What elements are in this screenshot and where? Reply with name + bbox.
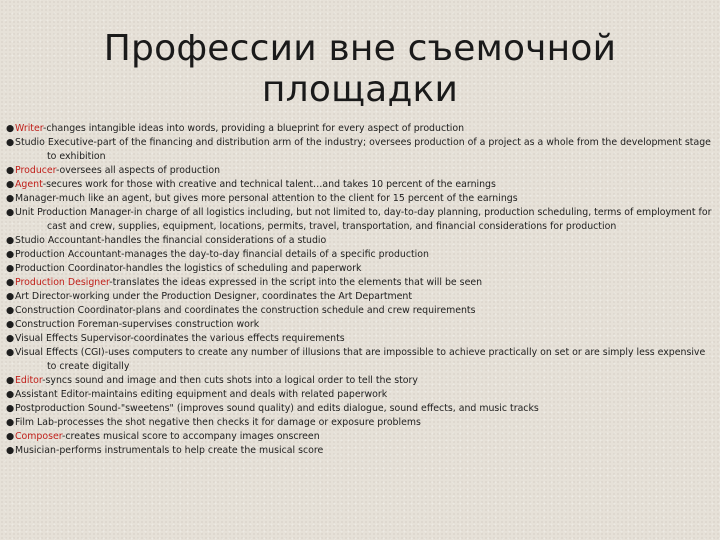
- bullet-icon: ●: [6, 319, 15, 330]
- term-separator: -: [42, 179, 47, 190]
- slide-title: Профессии вне съемочной площадки: [103, 28, 617, 110]
- term-separator: -: [109, 277, 113, 288]
- term-separator: -: [130, 207, 134, 218]
- profession-description: maintains editing equipment and deals with related paperwork: [91, 389, 388, 400]
- profession-description: uses computers to create any number of illusions that are impossible to achieve practically on set or are simply less expensive to create digitally: [47, 347, 706, 372]
- term-separator: -: [55, 165, 60, 176]
- profession-term: Production Designer: [15, 277, 110, 288]
- profession-term: Musician: [15, 445, 56, 456]
- profession-term: Unit Production Manager: [15, 207, 131, 218]
- profession-term: Art Director: [15, 291, 69, 302]
- list-item: [6, 164, 712, 178]
- list-item: [6, 430, 712, 444]
- bullet-icon: ●: [6, 291, 15, 302]
- term-separator: -: [62, 431, 66, 442]
- list-item: [6, 388, 712, 402]
- bullet-icon: ●: [6, 305, 15, 316]
- list-item: [6, 290, 712, 304]
- term-separator: -: [55, 193, 59, 204]
- bullet-icon: ●: [6, 277, 15, 288]
- profession-description: oversees all aspects of production: [59, 165, 221, 176]
- term-separator: -: [53, 417, 58, 428]
- term-separator: -: [130, 333, 134, 344]
- list-item: [6, 346, 712, 374]
- profession-term: Construction Foreman: [15, 319, 119, 330]
- list-item: [6, 234, 712, 248]
- list-item: [6, 262, 712, 276]
- bullet-icon: ●: [6, 165, 15, 176]
- list-item: [6, 178, 712, 192]
- profession-term: Production Accountant: [15, 249, 122, 260]
- list-item: [6, 136, 712, 164]
- bullet-icon: ●: [6, 375, 15, 386]
- term-separator: -: [104, 347, 109, 358]
- bullet-icon: ●: [6, 249, 15, 260]
- bullet-icon: ●: [6, 333, 15, 344]
- bullet-icon: ●: [6, 389, 15, 400]
- list-item: [6, 276, 712, 290]
- profession-description: supervises construction work: [122, 319, 260, 330]
- term-separator: -: [42, 375, 46, 386]
- profession-term: Manager: [15, 193, 56, 204]
- profession-description: plans and coordinates the construction schedule and crew requirements: [135, 305, 476, 316]
- bullet-icon: ●: [6, 179, 15, 190]
- bullet-icon: ●: [6, 417, 15, 428]
- profession-term: Assistant Editor: [15, 389, 88, 400]
- profession-description: creates musical score to accompany images onscreen: [65, 431, 320, 442]
- list-item: [6, 416, 712, 430]
- bullet-icon: ●: [6, 445, 15, 456]
- profession-term: Visual Effects Supervisor: [15, 333, 131, 344]
- list-item: [6, 318, 712, 332]
- profession-list: [6, 122, 712, 458]
- profession-description: translates the ideas expressed in the script into the elements that will be seen: [112, 277, 483, 288]
- list-item: [6, 444, 712, 458]
- profession-description: processes the shot negative then checks it for damage or exposure problems: [57, 417, 421, 428]
- term-separator: -: [122, 263, 126, 274]
- term-separator: -: [132, 305, 136, 316]
- list-item: [6, 206, 712, 234]
- bullet-icon: ●: [6, 431, 15, 442]
- profession-term: Studio Executive: [15, 137, 94, 148]
- profession-term: Film Lab: [15, 417, 54, 428]
- profession-description: changes intangible ideas into words, providing a blueprint for every aspect of production: [46, 123, 465, 134]
- list-item: [6, 332, 712, 346]
- profession-description: coordinates the various effects requirements: [133, 333, 345, 344]
- profession-term: Writer: [15, 123, 44, 134]
- term-separator: -: [93, 137, 97, 148]
- list-item: [6, 374, 712, 388]
- bullet-icon: ●: [6, 263, 15, 274]
- list-item: [6, 248, 712, 262]
- profession-description: part of the financing and distribution arm of the industry; oversees production of a project as a whole from the development stage to exhibition: [47, 137, 711, 162]
- profession-description: much like an agent, but gives more personal attention to the client for 15 percent of the earnings: [58, 193, 518, 204]
- profession-term: Editor: [15, 375, 43, 386]
- term-separator: -: [101, 235, 105, 246]
- list-item: [6, 402, 712, 416]
- bullet-icon: ●: [6, 123, 15, 134]
- profession-description: "sweetens" (improves sound quality) and edits dialogue, sound effects, and music tracks: [120, 403, 539, 414]
- term-separator: -: [55, 445, 60, 456]
- term-separator: -: [87, 389, 92, 400]
- term-separator: -: [117, 403, 121, 414]
- term-separator: -: [43, 123, 47, 134]
- list-item: [6, 122, 712, 136]
- bullet-icon: ●: [6, 193, 15, 204]
- bullet-icon: ●: [6, 137, 15, 148]
- term-separator: -: [118, 319, 123, 330]
- bullet-icon: ●: [6, 347, 15, 358]
- profession-description: syncs sound and image and then cuts shots into a logical order to tell the story: [45, 375, 418, 386]
- profession-term: Composer: [15, 431, 63, 442]
- list-item: [6, 304, 712, 318]
- profession-term: Visual Effects (CGI): [15, 347, 105, 358]
- profession-description: performs instrumentals to help create the musical score: [59, 445, 324, 456]
- profession-description: working under the Production Designer, coordinates the Art Department: [72, 291, 413, 302]
- bullet-icon: ●: [6, 207, 15, 218]
- bullet-icon: ●: [6, 235, 15, 246]
- term-separator: -: [68, 291, 73, 302]
- profession-term: Postproduction Sound: [15, 403, 118, 414]
- profession-description: handles the logistics of scheduling and paperwork: [125, 263, 362, 274]
- profession-term: Production Coordinator: [15, 263, 123, 274]
- bullet-icon: ●: [6, 403, 15, 414]
- profession-description: secures work for those with creative and technical talent…and takes 10 percent of the earnings: [46, 179, 496, 190]
- profession-description: manages the day-to-day financial details of a specific production: [124, 249, 429, 260]
- profession-description: handles the financial considerations of a studio: [104, 235, 327, 246]
- profession-term: Agent: [15, 179, 43, 190]
- profession-description: in charge of all logistics including, but not limited to, day-to-day planning, production scheduling, terms of employment for cast and crew, supplies, equipment, locations, permits, travel, transportation, and financial considerations for production: [47, 207, 712, 232]
- profession-term: Producer: [15, 165, 56, 176]
- profession-term: Construction Coordinator: [15, 305, 133, 316]
- profession-term: Studio Accountant: [15, 235, 102, 246]
- term-separator: -: [121, 249, 125, 260]
- list-item: [6, 192, 712, 206]
